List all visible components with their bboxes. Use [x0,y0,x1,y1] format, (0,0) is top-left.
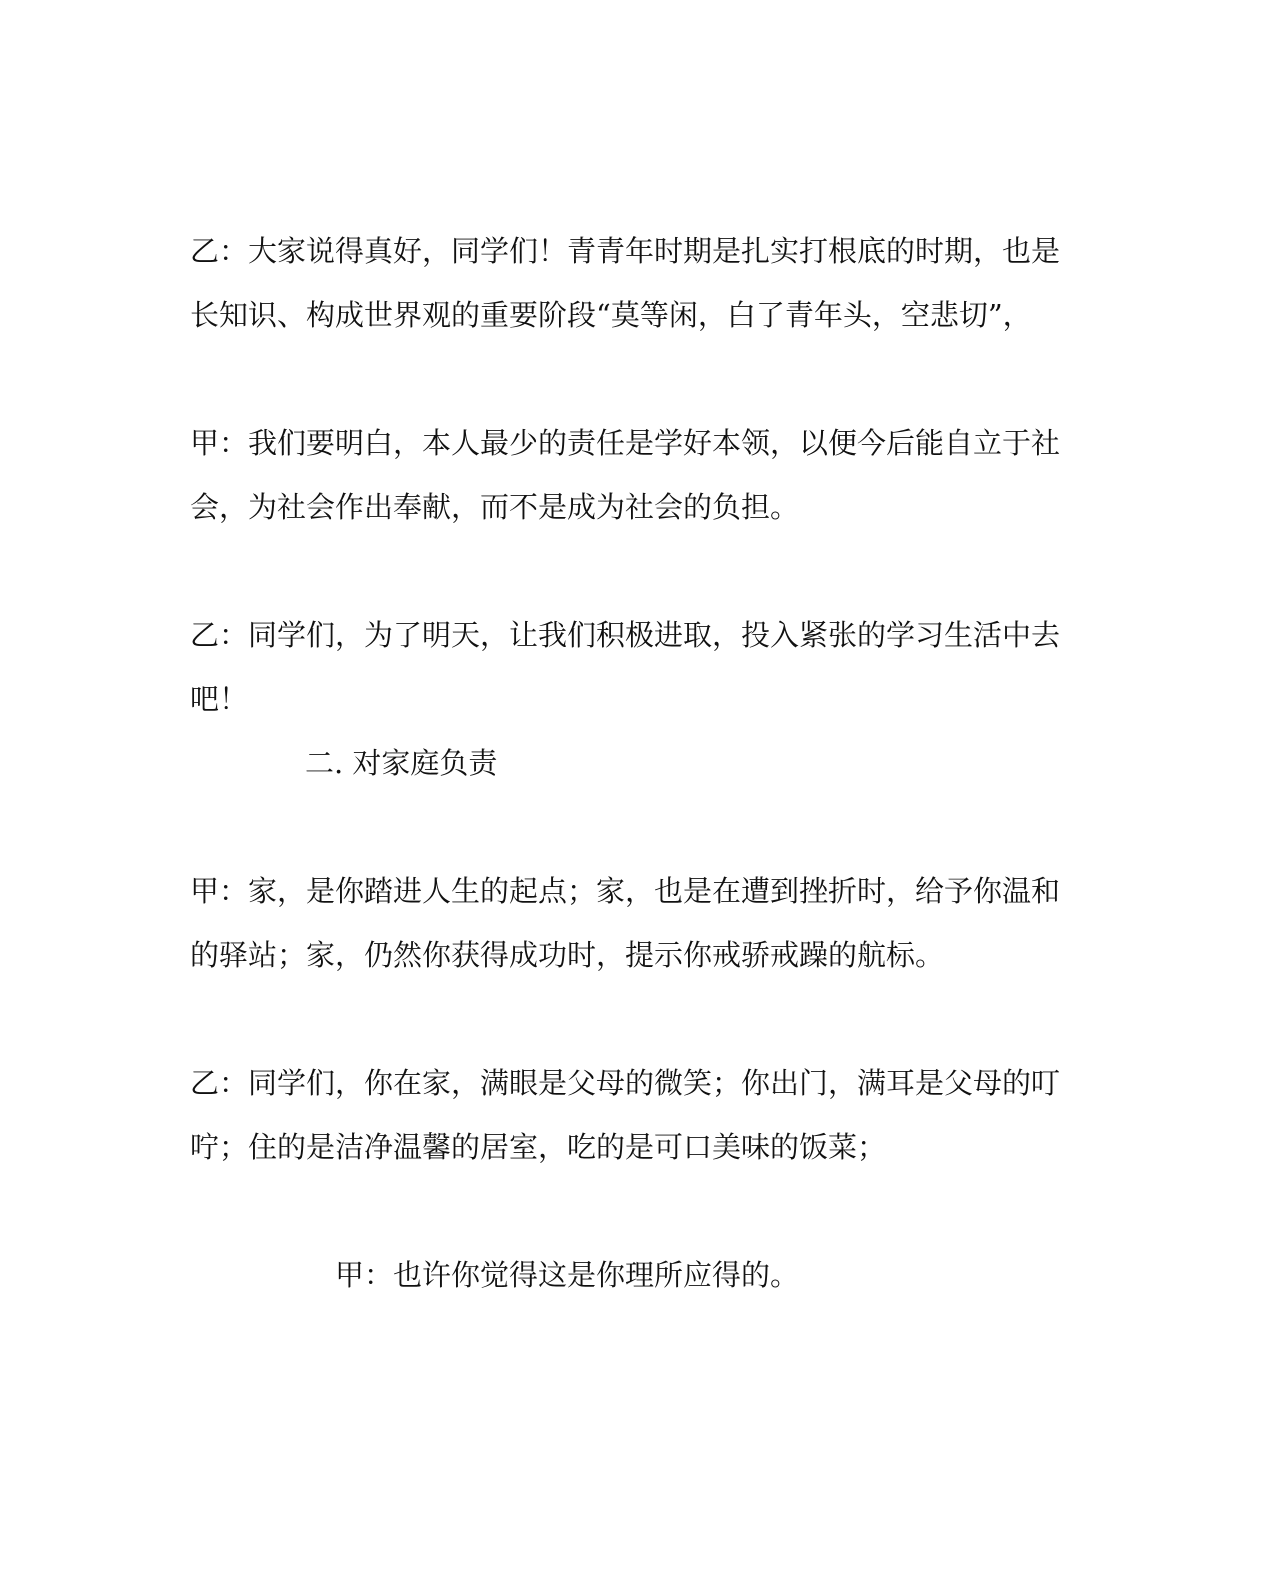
paragraph-4-line-1: 甲：家，是你踏进人生的起点；家，也是在遭到挫折时，给予你温和 [190,874,1061,908]
paragraph-2-line-2: 会，为社会作出奉献，而不是成为社会的负担。 [190,490,800,524]
section-heading: 二. 对家庭负责 [305,746,498,780]
paragraph-5-line-2: 咛；住的是洁净温馨的居室，吃的是可口美味的饭菜； [190,1130,887,1164]
paragraph-6-line-1: 甲：也许你觉得这是你理所应得的。 [335,1258,800,1292]
paragraph-4-line-2: 的驿站；家，仍然你获得成功时，提示你戒骄戒躁的航标。 [190,938,945,972]
paragraph-3-line-1: 乙：同学们，为了明天，让我们积极进取，投入紧张的学习生活中去 [190,618,1061,652]
paragraph-1-line-2: 长知识、构成世界观的重要阶段“莫等闲，白了青年头，空悲切”， [190,298,1032,332]
paragraph-2-line-1: 甲：我们要明白，本人最少的责任是学好本领，以便今后能自立于社 [190,426,1061,460]
paragraph-5-line-1: 乙：同学们，你在家，满眼是父母的微笑；你出门，满耳是父母的叮 [190,1066,1061,1100]
paragraph-1-line-1: 乙：大家说得真好，同学们！青青年时期是扎实打根底的时期，也是 [190,234,1061,268]
paragraph-3-line-2: 吧！ [190,682,249,716]
